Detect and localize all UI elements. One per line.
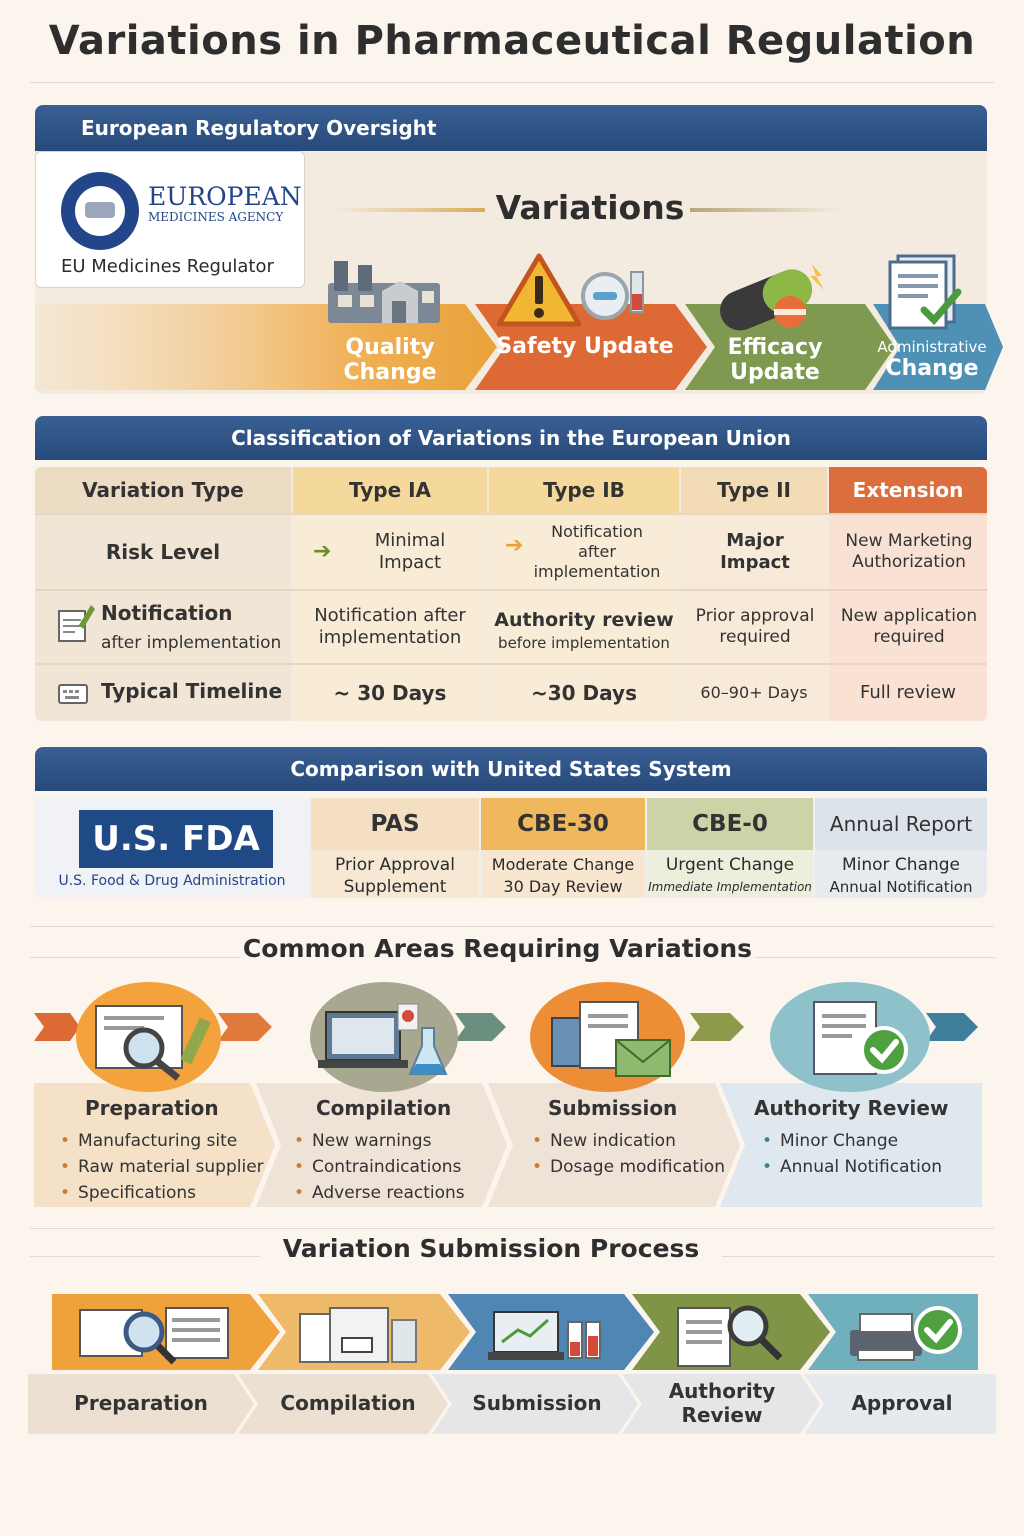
page-title: Variations in Pharmaceutical Regulation [48, 18, 976, 64]
notification-extension: New application required [840, 605, 978, 647]
timeline-type-ia: ~ 30 Days [333, 680, 447, 705]
stage-preparation-title: Preparation [85, 1096, 219, 1120]
risk-type-ib: Notification after implementation [533, 522, 661, 581]
stage-submission-bullets [532, 1128, 725, 1180]
us-panel [35, 798, 987, 898]
stage-compilation-bullets [294, 1128, 465, 1206]
annual-report-label: Annual Report [815, 798, 987, 850]
classification-table [35, 467, 987, 721]
document-approval-icon [800, 996, 920, 1082]
efficacy-update-label: Efficacy Update [727, 334, 823, 385]
cbe30-desc: Moderate Change 30 Day Review [491, 855, 635, 896]
annual-report-desc: Minor Change Annual Notification [829, 855, 973, 896]
row-notification-sub: after implementation [101, 633, 282, 653]
risk-type-ii: Major Impact [720, 529, 790, 573]
timeline-extension: Full review [859, 681, 957, 703]
col-type-ii: Type II [681, 467, 827, 513]
variations-line-left [335, 208, 485, 212]
pas-label: PAS [311, 798, 479, 850]
printer-check-icon [846, 1300, 966, 1366]
list-item: • Manufacturing site [60, 1131, 238, 1151]
safety-update-label: Safety Update [496, 333, 674, 359]
risk-type-ia: Minimal Impact [374, 529, 446, 573]
row-notification-label: Notification [101, 601, 233, 625]
stage-authority-review-title: Authority Review [754, 1096, 949, 1120]
list-item: • Contraindications [294, 1157, 462, 1177]
process-step-compilation: Compilation [280, 1391, 416, 1415]
ema-regulator-label: EU Medicines Regulator [61, 256, 274, 277]
administrative-change-label: Administrative Change [877, 337, 987, 381]
variations-label: Variations [495, 188, 685, 227]
list-item: • Dosage modification [532, 1157, 725, 1177]
oversight-header: European Regulatory Oversight [35, 105, 987, 151]
keyboard-icon [57, 681, 91, 707]
quality-change-label: Quality Change [343, 334, 437, 385]
list-item: • New warnings [294, 1131, 432, 1151]
areas-header: Common Areas Requiring Variations [242, 934, 753, 963]
ema-logo-icon [61, 172, 139, 250]
col-type-ia: Type IA [293, 467, 487, 513]
process-step-approval: Approval [851, 1391, 953, 1415]
row-timeline-label: Typical Timeline [101, 679, 283, 703]
risk-extension: New Marketing Authorization [845, 530, 973, 572]
documents-envelope-icon [546, 996, 676, 1082]
title-divider [30, 82, 994, 83]
list-item: • Annual Notification [762, 1157, 943, 1177]
fda-logo: U.S. FDA [79, 810, 273, 868]
document-check-icon [884, 252, 968, 332]
col-variation-type: Variation Type [35, 467, 291, 513]
timeline-type-ii: 60–90+ Days [700, 683, 808, 702]
col-type-ib: Type IB [489, 467, 679, 513]
stage-preparation-bullets [60, 1128, 264, 1206]
notification-type-ia: Notification after implementation [314, 604, 466, 648]
col-extension: Extension [829, 467, 987, 513]
list-item: • Minor Change [762, 1131, 899, 1151]
variations-line-right [690, 208, 840, 212]
list-item: • Adverse reactions [294, 1183, 465, 1203]
process-header: Variation Submission Process [282, 1234, 700, 1263]
laptop-chart-icon [486, 1300, 606, 1366]
magnifier-report-icon [672, 1298, 792, 1368]
row-risk-level-label: Risk Level [105, 539, 221, 564]
stage-authority-review-bullets [762, 1128, 942, 1180]
factory-icon [320, 255, 450, 325]
warning-icon [497, 252, 657, 330]
laptop-flask-icon [318, 998, 452, 1082]
cbe30-label: CBE-30 [481, 798, 645, 850]
arrow-right-icon: ➔ [313, 539, 332, 564]
notification-type-ii: Prior approval required [695, 605, 815, 647]
stage-compilation-title: Compilation [316, 1096, 452, 1120]
ema-card [35, 151, 305, 288]
stage-submission-title: Submission [548, 1096, 678, 1120]
folders-icon [296, 1300, 426, 1366]
magnifier-papers-icon [76, 1300, 236, 1366]
process-step-authority-review: Authority Review [668, 1379, 776, 1427]
fda-subtitle: U.S. Food & Drug Administration [58, 873, 286, 889]
cbe0-desc: Urgent Change Immediate Implementation [648, 855, 812, 894]
notification-type-ib-sub: before implementation [498, 634, 670, 652]
notepad-pen-icon [55, 601, 95, 645]
pas-desc: Prior Approval Supplement [335, 855, 455, 897]
arrow-right-icon: ➔ [505, 533, 524, 558]
list-item: • New indication [532, 1131, 676, 1151]
list-item: • Specifications [60, 1183, 197, 1203]
notification-type-ib: Authority review [494, 609, 674, 631]
process-step-preparation: Preparation [74, 1391, 208, 1415]
magnifier-document-icon [88, 1000, 218, 1082]
list-item: • Raw material supplier [60, 1157, 264, 1177]
us-header: Comparison with United States System [35, 747, 987, 791]
cbe0-label: CBE-0 [647, 798, 813, 850]
ema-subname: MEDICINES AGENCY [148, 210, 284, 224]
timeline-type-ib: ~30 Days [531, 680, 637, 705]
process-step-submission: Submission [472, 1391, 602, 1415]
capsule-icon [712, 262, 832, 332]
ema-name: EUROPEAN [148, 182, 302, 211]
classification-header: Classification of Variations in the European Union [35, 416, 987, 460]
